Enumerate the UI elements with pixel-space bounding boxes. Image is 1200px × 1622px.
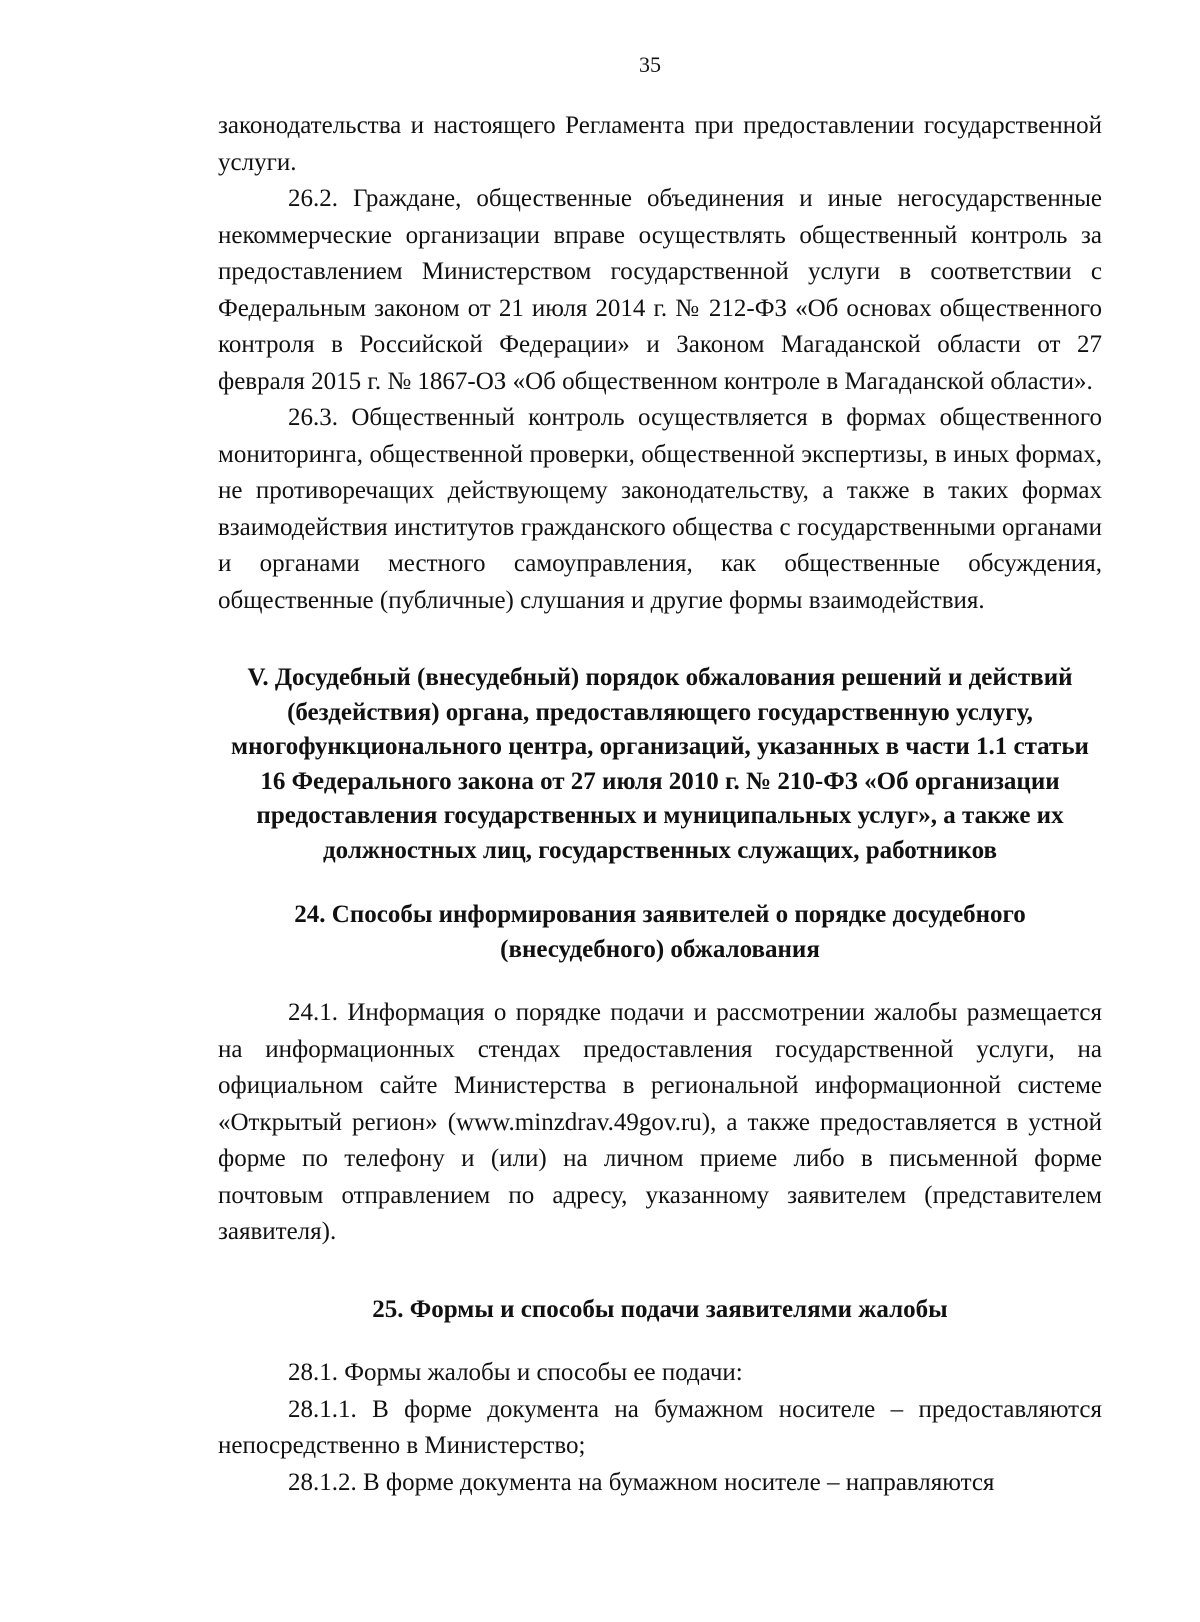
paragraph-continuation: законодательства и настоящего Регламента при предоставлении государственной услуги. [218, 112, 1102, 176]
paragraph-28-1-2: 28.1.2. В форме документа на бумажном носителе – направляются [288, 1468, 995, 1496]
paragraph-26-3: 26.3. Общественный контроль осуществляется в формах общественного мониторинга, общественной проверки, общественной экспертизы, в иных формах, не противоречащих действующему законодательству, а также в таких формах взаимодействия институтов гражданского общества с государственными органами и органами местного самоуправления, как общественные обсуждения, общественные (публичные) слушания и другие формы взаимодействия. [218, 404, 1102, 614]
paragraph-26-2: 26.2. Граждане, общественные объединения и иные негосударственные некоммерческие организации вправе осуществлять общественный контроль за предоставлением Министерством государственной услуги в соответствии с Федеральным законом от 21 июля 2014 г. № 212-ФЗ «Об основах общественного контроля в Российской Федерации» и Законом Магаданской области от 27 февраля 2015 г. № 1867-ОЗ «Об общественном контроле в Магаданской области». [218, 185, 1102, 395]
paragraph-24-1: 24.1. Информация о порядке подачи и рассмотрении жалобы размещается на информационных стендах предоставления государственной услуги, на официальном сайте Министерства в региональной информационной системе «Открытый регион» (www.minzdrav.49gov.ru), а также предоставляется в устной форме по телефону и (или) на личном приеме либо в письменной форме почтовым отправлением по адресу, указанному заявителем (представителем заявителя). [218, 999, 1102, 1245]
section-v-heading: V. Досудебный (внесудебный) порядок обжалования решений и действий (бездействия) органа, предоставляющего государственную услугу, многофункционального центра, организаций, указанных в части 1.1 статьи 16 Федерального закона от 27 июля 2010 г. № 210-ФЗ «Об организации предоставления государственных и муниципальных услуг», а также их должностных лиц, государственных служащих, работников [231, 664, 1089, 864]
document-body [218, 108, 1102, 1501]
heading-24: 24. Способы информирования заявителей о порядке досудебного (внесудебного) обжалования [294, 901, 1026, 963]
heading-25: 25. Формы и способы подачи заявителями жалобы [372, 1295, 948, 1323]
page-number: 35 [639, 52, 661, 77]
paragraph-28-1-1: 28.1.1. В форме документа на бумажном носителе – предоставляются непосредственно в Министерство; [218, 1395, 1102, 1459]
paragraph-28-1: 28.1. Формы жалобы и способы ее подачи: [288, 1359, 743, 1386]
